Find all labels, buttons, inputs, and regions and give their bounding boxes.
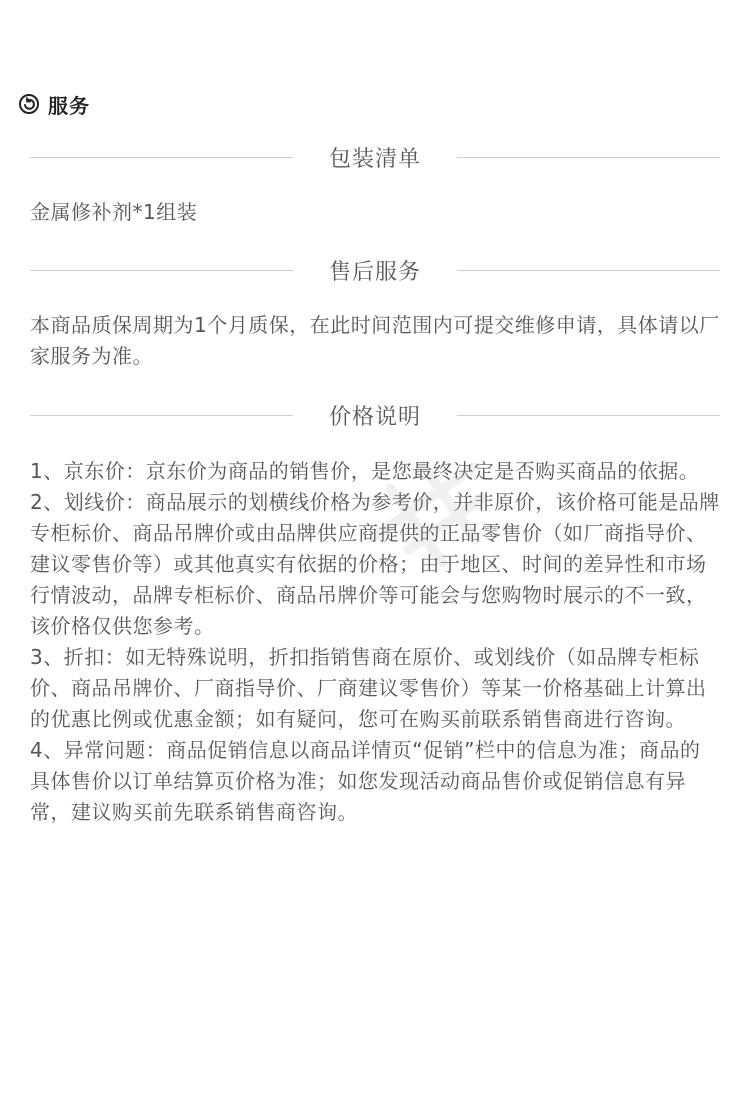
divider-line-right <box>457 415 720 416</box>
divider-line-right <box>457 157 720 158</box>
price-paragraph-discount: 3、折扣：如无特殊说明，折扣指销售商在原价、或划线价（如品牌专柜标价、商品吊牌价、厂商指导价、厂商建议零售价）等某一价格基础上计算出的优惠比例或优惠金额；如有疑问，您可在购买前联系销售商进行咨询。 <box>30 645 707 731</box>
section-heading-packing: 包装清单 <box>329 146 422 172</box>
divider-line-left <box>30 157 293 158</box>
divider-line-left <box>30 270 293 271</box>
price-paragraph-strikethrough-price: 2、划线价：商品展示的划横线价格为参考价，并非原价，该价格可能是品牌专柜标价、商品吊牌价或由品牌供应商提供的正品零售价（如厂商指导价、建议零售价等）或其他真实有依据的价格；由于地区、时间的差异性和市场行情波动，品牌专柜标价、商品吊牌价等可能会与您购物时展示的不一致，该价格仅供您参考。 <box>30 490 720 638</box>
divider-line-left <box>30 415 293 416</box>
section-heading-price: 价格说明 <box>329 404 422 430</box>
price-paragraph-jd-price: 1、京东价：京东价为商品的销售价，是您最终决定是否购买商品的依据。 <box>30 459 700 483</box>
refresh-circle-icon <box>18 93 40 115</box>
service-title: 服务 <box>48 93 90 118</box>
price-explanation-text <box>30 456 720 828</box>
packing-list-item: 金属修补剂*1组装 <box>30 200 198 224</box>
packing-list-text <box>30 197 720 228</box>
after-sales-paragraph: 本商品质保周期为1个月质保，在此时间范围内可提交维修申请，具体请以厂家服务为准。 <box>30 313 720 368</box>
price-paragraph-abnormal: 4、异常问题：商品促销信息以商品详情页“促销”栏中的信息为准；商品的具体售价以订单结算页价格为准；如您发现活动商品售价或促销信息有异常，建议购买前先联系销售商咨询。 <box>30 738 701 824</box>
divider-line-right <box>457 270 720 271</box>
section-heading-after-sales: 售后服务 <box>329 259 422 285</box>
section-divider-price <box>30 398 720 432</box>
service-header <box>18 90 90 118</box>
after-sales-text <box>30 310 720 372</box>
section-divider-after-sales <box>30 253 720 287</box>
section-divider-packing <box>30 140 720 174</box>
